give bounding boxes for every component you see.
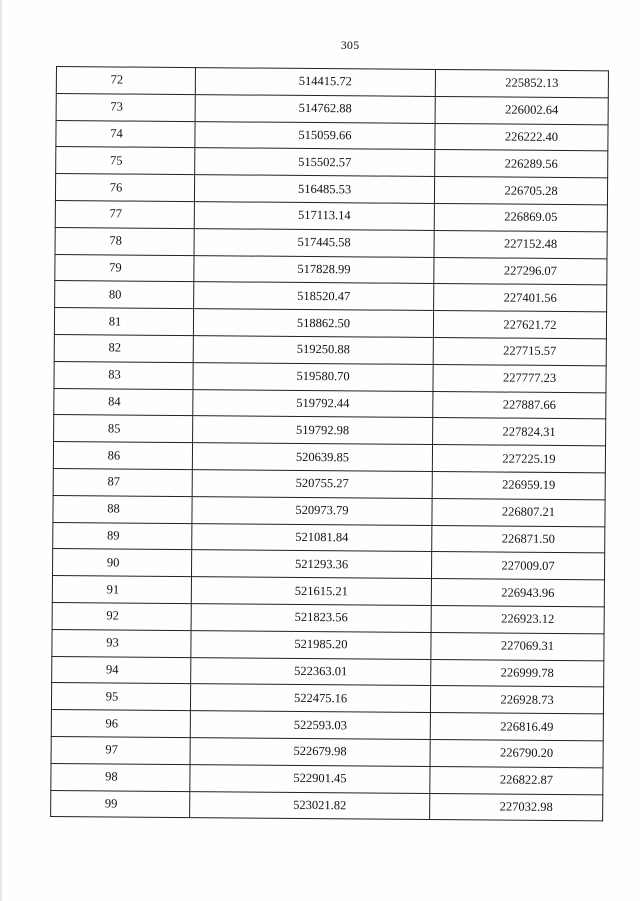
x-coordinate-cell: 522475.16 — [190, 684, 430, 713]
x-coordinate-cell: 517113.14 — [194, 202, 434, 231]
coordinates-table-wrapper — [50, 66, 609, 822]
point-number-cell: 90 — [52, 549, 191, 577]
x-coordinate-cell: 521615.21 — [191, 577, 431, 606]
point-number-cell: 98 — [51, 763, 190, 791]
x-coordinate-cell: 519792.98 — [193, 416, 433, 445]
x-coordinate-cell: 516485.53 — [194, 175, 434, 204]
y-coordinate-cell: 227225.19 — [432, 445, 605, 473]
point-number-cell: 93 — [52, 629, 191, 657]
x-coordinate-cell: 519580.70 — [193, 362, 433, 391]
y-coordinate-cell: 226705.28 — [434, 177, 607, 205]
point-number-cell: 88 — [53, 495, 192, 523]
y-coordinate-cell: 226869.05 — [434, 203, 607, 231]
x-coordinate-cell: 519792.44 — [193, 389, 433, 418]
point-number-cell: 89 — [53, 522, 192, 550]
y-coordinate-cell: 226002.64 — [435, 96, 608, 124]
y-coordinate-cell: 226928.73 — [430, 686, 603, 714]
x-coordinate-cell: 521823.56 — [191, 604, 431, 633]
x-coordinate-cell: 521985.20 — [191, 630, 431, 659]
point-number-cell: 99 — [51, 790, 190, 818]
x-coordinate-cell: 517445.58 — [194, 228, 434, 257]
point-number-cell: 81 — [54, 308, 193, 336]
y-coordinate-cell: 226999.78 — [431, 659, 604, 687]
scan-edge — [0, 0, 2, 901]
point-number-cell: 94 — [52, 656, 191, 684]
y-coordinate-cell: 226923.12 — [431, 605, 604, 633]
x-coordinate-cell: 520639.85 — [192, 443, 432, 472]
x-coordinate-cell: 522363.01 — [191, 657, 431, 686]
coordinates-table — [50, 66, 609, 822]
y-coordinate-cell: 226807.21 — [432, 498, 605, 526]
y-coordinate-cell: 226289.56 — [435, 150, 608, 178]
x-coordinate-cell: 514762.88 — [195, 94, 435, 123]
x-coordinate-cell: 518520.47 — [194, 282, 434, 311]
y-coordinate-cell: 225852.13 — [435, 69, 608, 97]
y-coordinate-cell: 227152.48 — [434, 230, 607, 258]
y-coordinate-cell: 227824.31 — [433, 418, 606, 446]
point-number-cell: 80 — [55, 281, 194, 309]
y-coordinate-cell: 227887.66 — [433, 391, 606, 419]
x-coordinate-cell: 515502.57 — [195, 148, 435, 177]
x-coordinate-cell: 520755.27 — [192, 470, 432, 499]
point-number-cell: 85 — [54, 415, 193, 443]
y-coordinate-cell: 227296.07 — [434, 257, 607, 285]
point-number-cell: 74 — [56, 120, 195, 148]
y-coordinate-cell: 227621.72 — [433, 311, 606, 339]
y-coordinate-cell: 227715.57 — [433, 337, 606, 365]
y-coordinate-cell: 226222.40 — [435, 123, 608, 151]
x-coordinate-cell: 514415.72 — [195, 68, 435, 97]
x-coordinate-cell: 517828.99 — [194, 255, 434, 284]
x-coordinate-cell: 515059.66 — [195, 121, 435, 150]
x-coordinate-cell: 522679.98 — [190, 737, 430, 766]
point-number-cell: 87 — [53, 468, 192, 496]
x-coordinate-cell: 522901.45 — [190, 764, 430, 793]
x-coordinate-cell: 518862.50 — [193, 309, 433, 338]
x-coordinate-cell: 520973.79 — [192, 496, 432, 525]
point-number-cell: 96 — [51, 710, 190, 738]
x-coordinate-cell: 523021.82 — [190, 791, 430, 820]
x-coordinate-cell: 521293.36 — [191, 550, 431, 579]
point-number-cell: 92 — [52, 602, 191, 630]
y-coordinate-cell: 227777.23 — [433, 364, 606, 392]
point-number-cell: 76 — [55, 174, 194, 202]
point-number-cell: 77 — [55, 200, 194, 228]
y-coordinate-cell: 227401.56 — [434, 284, 607, 312]
y-coordinate-cell: 227009.07 — [431, 552, 604, 580]
point-number-cell: 72 — [56, 67, 195, 95]
table-row — [51, 790, 603, 821]
point-number-cell: 84 — [54, 388, 193, 416]
x-coordinate-cell: 522593.03 — [190, 711, 430, 740]
x-coordinate-cell: 521081.84 — [192, 523, 432, 552]
y-coordinate-cell: 227069.31 — [431, 632, 604, 660]
point-number-cell: 86 — [53, 442, 192, 470]
point-number-cell: 83 — [54, 361, 193, 389]
y-coordinate-cell: 226871.50 — [432, 525, 605, 553]
y-coordinate-cell: 226943.96 — [431, 579, 604, 607]
coordinates-table-body — [51, 67, 609, 822]
point-number-cell: 95 — [51, 683, 190, 711]
point-number-cell: 82 — [54, 334, 193, 362]
y-coordinate-cell: 226959.19 — [432, 471, 605, 499]
page-number: 305 — [340, 38, 360, 52]
point-number-cell: 91 — [52, 576, 191, 604]
y-coordinate-cell: 227032.98 — [430, 793, 603, 821]
y-coordinate-cell: 226822.87 — [430, 766, 603, 794]
y-coordinate-cell: 226816.49 — [430, 713, 603, 741]
point-number-cell: 79 — [55, 254, 194, 282]
y-coordinate-cell: 226790.20 — [430, 739, 603, 767]
point-number-cell: 75 — [56, 147, 195, 175]
x-coordinate-cell: 519250.88 — [193, 336, 433, 365]
point-number-cell: 73 — [56, 93, 195, 121]
point-number-cell: 97 — [51, 736, 190, 764]
point-number-cell: 78 — [55, 227, 194, 255]
